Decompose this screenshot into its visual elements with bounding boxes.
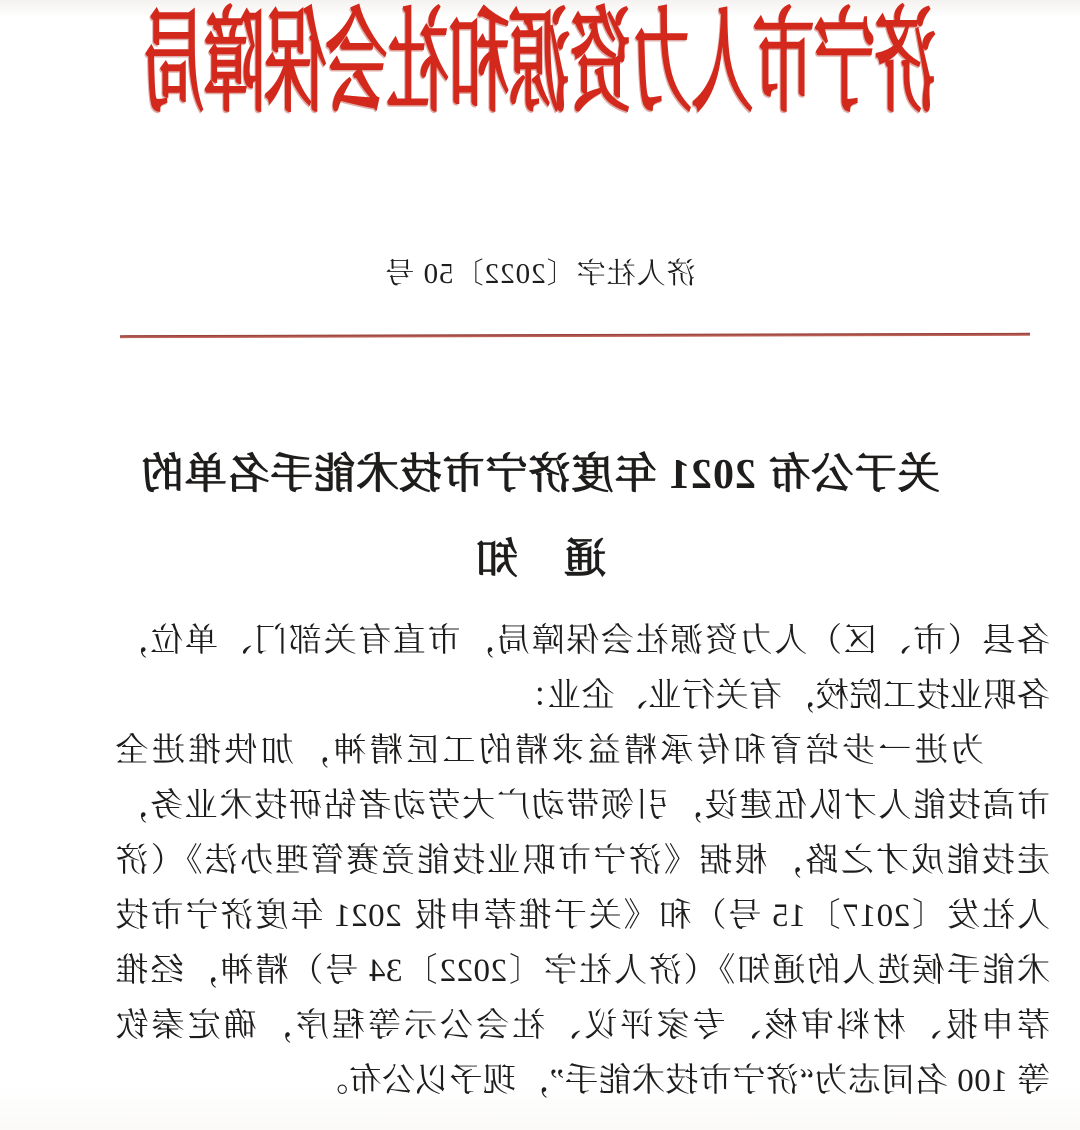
agency-title: 济宁市人力资源和社会保障局 xyxy=(143,2,937,127)
body-line: 走技能成才之路，根据《济宁市职业技能竞赛管理办法》（济 xyxy=(115,843,1050,880)
document-title-line2: 通 知 xyxy=(474,536,607,583)
doc-number: 济人社字〔2022〕50 号 xyxy=(384,258,696,290)
body-line: 术能手候选人的通知》（济人社字〔2022〕34 号）精神，经推 xyxy=(115,953,1050,990)
document-title-line1: 关于公布 2021 年度济宁市技术能手名单的 xyxy=(140,451,940,498)
letterhead xyxy=(0,0,1080,128)
body-line: 各县（市、区）人力资源社会保障局，市直有关部门、单位， xyxy=(115,623,1050,660)
body-line: 等 100 名同志为“济宁市技术能手”，现予以公布。 xyxy=(314,1063,1050,1100)
body-line: 各职业技工院校，有关行业、企业： xyxy=(514,678,1050,715)
document-title xyxy=(0,445,1080,591)
red-divider-line xyxy=(120,332,1030,337)
body-line: 为进一步培育和传承精益求精的工匠精神，加快推进全 xyxy=(115,733,984,770)
body-text xyxy=(115,614,1050,1109)
body-line: 人社发〔2017〕15 号）和《关于推荐申报 2021 年度济宁市技 xyxy=(115,898,1050,935)
body-line: 市高技能人才队伍建设，引领带动广大劳动者钻研技术业务， xyxy=(115,788,1050,825)
body-line: 荐申报、材料审核、专家评议、社会公示等程序，确定秦钦 xyxy=(115,1008,1050,1045)
